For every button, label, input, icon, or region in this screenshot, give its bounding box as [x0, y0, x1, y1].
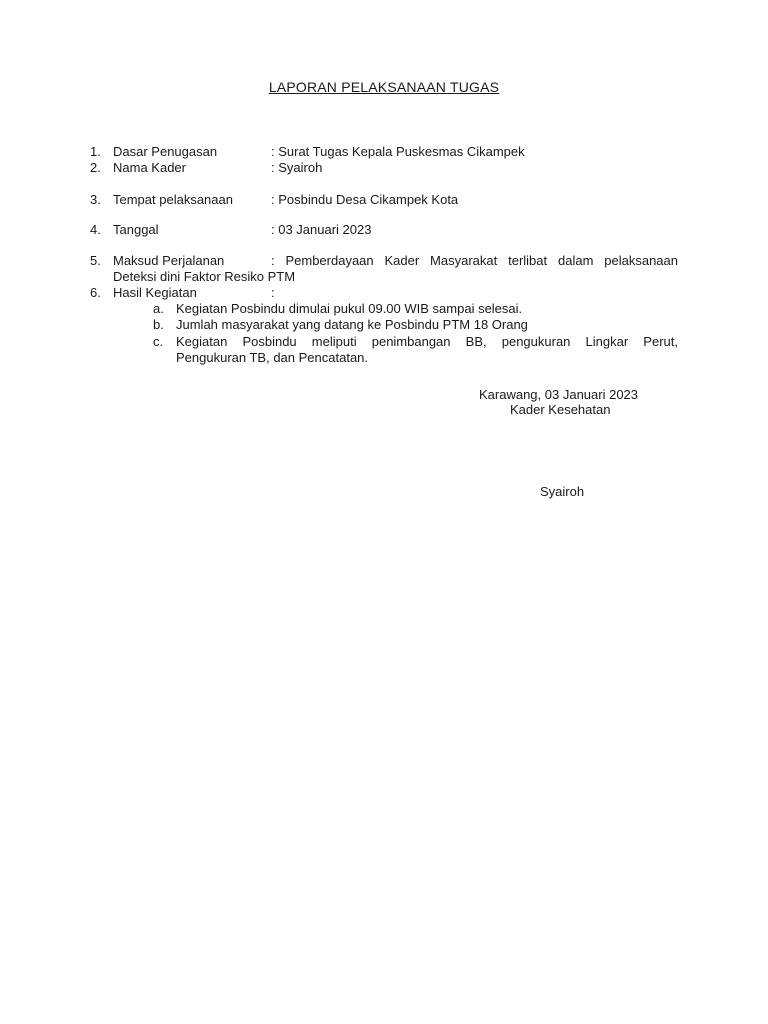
item-number: 5.: [90, 253, 101, 268]
result-item-b: [153, 316, 678, 333]
result-item-c: [153, 333, 678, 350]
item-label: Nama Kader: [113, 160, 186, 175]
item-value-continuation: Deteksi dini Faktor Resiko PTM: [113, 269, 296, 284]
item-hasil-kegiatan: [90, 284, 678, 301]
result-letter: b.: [153, 317, 164, 332]
item-nama-kader: [90, 159, 678, 176]
item-label: Dasar Penugasan: [113, 144, 218, 159]
item-value: : Syairoh: [271, 160, 323, 175]
item-tanggal: [90, 221, 678, 238]
item-number: 6.: [90, 285, 101, 300]
item-label: Hasil Kegiatan: [113, 285, 197, 300]
item-dasar-penugasan: [90, 143, 678, 160]
result-text: Kegiatan Posbindu meliputi penimbangan BB, pengukuran Lingkar Perut,: [176, 334, 678, 349]
item-label: Maksud Perjalanan: [113, 253, 225, 268]
item-tempat-pelaksanaan: [90, 191, 678, 208]
signature-place-date: Karawang, 03 Januari 2023: [479, 387, 639, 402]
item-value: : 03 Januari 2023: [271, 222, 372, 237]
item-value: : Surat Tugas Kepala Puskesmas Cikampek: [271, 144, 525, 159]
item-number: 4.: [90, 222, 101, 237]
item-value: :: [271, 285, 275, 300]
item-label: Tempat pelaksanaan: [113, 192, 233, 207]
item-value: : Posbindu Desa Cikampek Kota: [271, 192, 459, 207]
result-text: Kegiatan Posbindu dimulai pukul 09.00 WIB sampai selesai.: [176, 301, 523, 316]
item-value: : Pemberdayaan Kader Masyarakat terlibat dalam pelaksanaan: [271, 253, 678, 268]
result-letter: a.: [153, 301, 164, 316]
result-letter: c.: [153, 334, 164, 349]
document-title: LAPORAN PELAKSANAAN TUGAS: [268, 79, 500, 95]
item-number: 3.: [90, 192, 101, 207]
item-label: Tanggal: [113, 222, 159, 237]
result-text: Jumlah masyarakat yang datang ke Posbindu PTM 18 Orang: [176, 317, 528, 332]
item-maksud-perjalanan: [90, 252, 678, 269]
signature-role: Kader Kesehatan: [510, 402, 611, 417]
result-text-continuation: Pengukuran TB, dan Pencatatan.: [176, 350, 369, 365]
item-number: 2.: [90, 160, 101, 175]
signature-name: Syairoh: [540, 484, 585, 499]
item-number: 1.: [90, 144, 101, 159]
result-item-a: [153, 300, 678, 317]
